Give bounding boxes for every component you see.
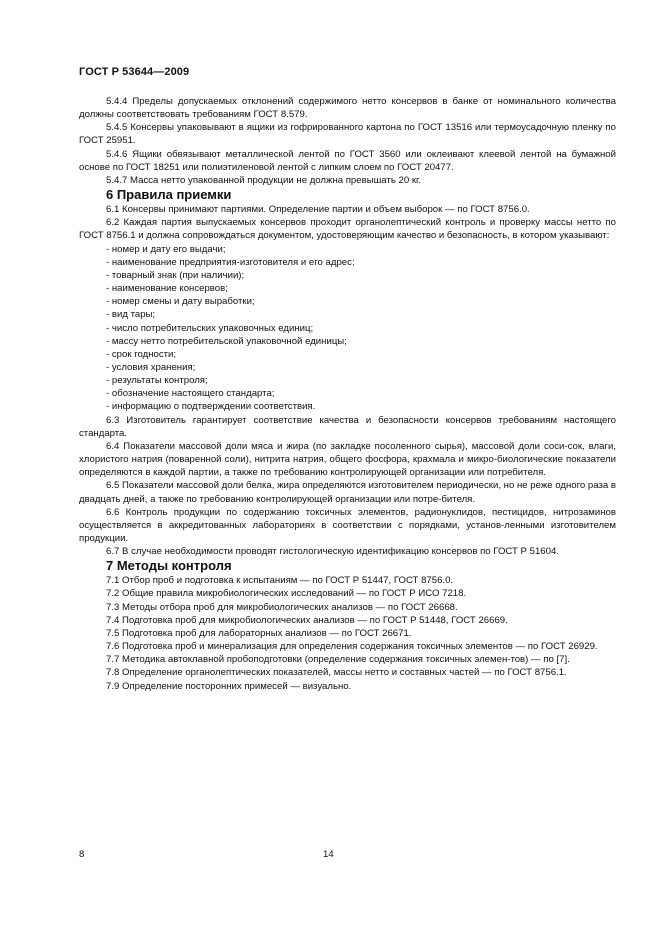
paragraph-6-4: 6.4 Показатели массовой доли мяса и жира (по закладке посоленного сырья), массовой доли соси-сок, влаги, хлористого натрия (поваренной соли), нитрита натрия, общего фосфора, крахмала и микро-биологические показатели определяются в каждой партии, а также по требованию контролирующей организации или потребителя. xyxy=(79,440,616,479)
paragraph-7-4: 7.4 Подготовка проб для микробиологических анализов — по ГОСТ Р 51448, ГОСТ 26669. xyxy=(106,614,508,626)
paragraph-6-3: 6.3 Изготовитель гарантирует соответствие качества и безопасности консервов требованиям настоящего стандарта. xyxy=(79,414,616,439)
list-item: - массу нетто потребительской упаковочной единицы; xyxy=(106,335,347,347)
paragraph-6-6: 6.6 Контроль продукции по содержанию токсичных элементов, радионуклидов, пестицидов, нитрозаминов осуществляется в аккредитованных лабораториях в соответствии с порядками, установ-ленными изготовителем продукции. xyxy=(79,506,616,544)
paragraph-6-1: 6.1 Консервы принимают партиями. Определение партии и объем выборок — по ГОСТ 8756.0. xyxy=(106,204,530,216)
paragraph-7-7: 7.7 Методика автоклавной пробоподготовки (определение содержания токсичных элемен-тов) — по [7]. xyxy=(106,654,570,666)
paragraph-7-5: 7.5 Подготовка проб для лабораторных анализов — по ГОСТ 26671. xyxy=(106,627,412,639)
paragraph-7-9: 7.9 Определение посторонних примесей — визуально. xyxy=(106,680,352,692)
paragraph-5-4-4: 5.4.4 Пределы допускаемых отклонений содержимого нетто консервов в банке от номинального количества должны соответствовать требованиям ГОСТ 8.579. xyxy=(79,96,616,121)
list-item: - товарный знак (при наличии); xyxy=(106,269,245,281)
list-item: - вид тары; xyxy=(106,309,156,321)
list-item: - номер смены и дату выработки; xyxy=(106,296,255,308)
page-number-left: 8 xyxy=(79,849,85,860)
list-item: - наименование консервов; xyxy=(106,283,228,295)
paragraph-5-4-6: 5.4.6 Ящики обвязывают металлической лентой по ГОСТ 3560 или оклеивают клеевой лентой на бумажной основе по ГОСТ 18251 или полиэтиленовой лентой с липким слоем по ГОСТ 20477. xyxy=(79,148,616,173)
list-item: - число потребительских упаковочных единиц; xyxy=(106,322,314,334)
list-item: - обозначение настоящего стандарта; xyxy=(106,388,275,400)
paragraph-6-5: 6.5 Показатели массовой доли белка, жира определяются изготовителем периодически, но не реже одного раза в двадцать дней, а также по требованию контролирующей организации или потре-бителя. xyxy=(79,480,616,505)
paragraph-5-4-5: 5.4.5 Консервы упаковывают в ящики из гофрированного картона по ГОСТ 13516 или термоусадочную пленку по ГОСТ 25951. xyxy=(79,122,616,147)
section-6-heading: 6 Правила приемки xyxy=(106,187,232,203)
paragraph-7-2: 7.2 Общие правила микробиологических исследований — по ГОСТ Р ИСО 7218. xyxy=(106,588,467,600)
section-7-heading: 7 Методы контроля xyxy=(106,558,232,574)
paragraph-7-8: 7.8 Определение органолептических показателей, массы нетто и составных частей — по ГОСТ 8756.1. xyxy=(106,667,567,679)
list-item: - номер и дату его выдачи; xyxy=(106,243,226,255)
list-item: - результаты контроля; xyxy=(106,375,208,387)
paragraph-7-3: 7.3 Методы отбора проб для микробиологических анализов — по ГОСТ 26668. xyxy=(106,601,458,613)
paragraph-6-2: 6.2 Каждая партия выпускаемых консервов проходит органолептический контроль и проверку массы нетто по ГОСТ 8756.1 и должна сопровождаться документом, удостоверяющим качество и безопасность, в котором указывают: xyxy=(79,217,616,242)
list-item: - информацию о подтверждении соответствия. xyxy=(106,401,316,413)
list-item: - условия хранения; xyxy=(106,361,196,373)
paragraph-5-4-7: 5.4.7 Масса нетто упакованной продукции не должна превышать 20 кг. xyxy=(106,174,422,186)
list-item: - наименование предприятия-изготовителя и его адрес; xyxy=(106,256,355,268)
document-header: ГОСТ Р 53644—2009 xyxy=(79,66,190,78)
paragraph-7-1: 7.1 Отбор проб и подготовка к испытаниям — по ГОСТ Р 51447, ГОСТ 8756.0. xyxy=(106,575,454,587)
document-body xyxy=(79,95,616,693)
paragraph-7-6: 7.6 Подготовка проб и минерализация для определения содержания токсичных элементов — по ГОСТ 26929. xyxy=(106,641,598,653)
list-item: - срок годности; xyxy=(106,348,177,360)
page-number-center: 14 xyxy=(323,849,334,860)
paragraph-6-7: 6.7 В случае необходимости проводят гистологическую идентификацию консервов по ГОСТ Р 51604. xyxy=(106,546,559,558)
